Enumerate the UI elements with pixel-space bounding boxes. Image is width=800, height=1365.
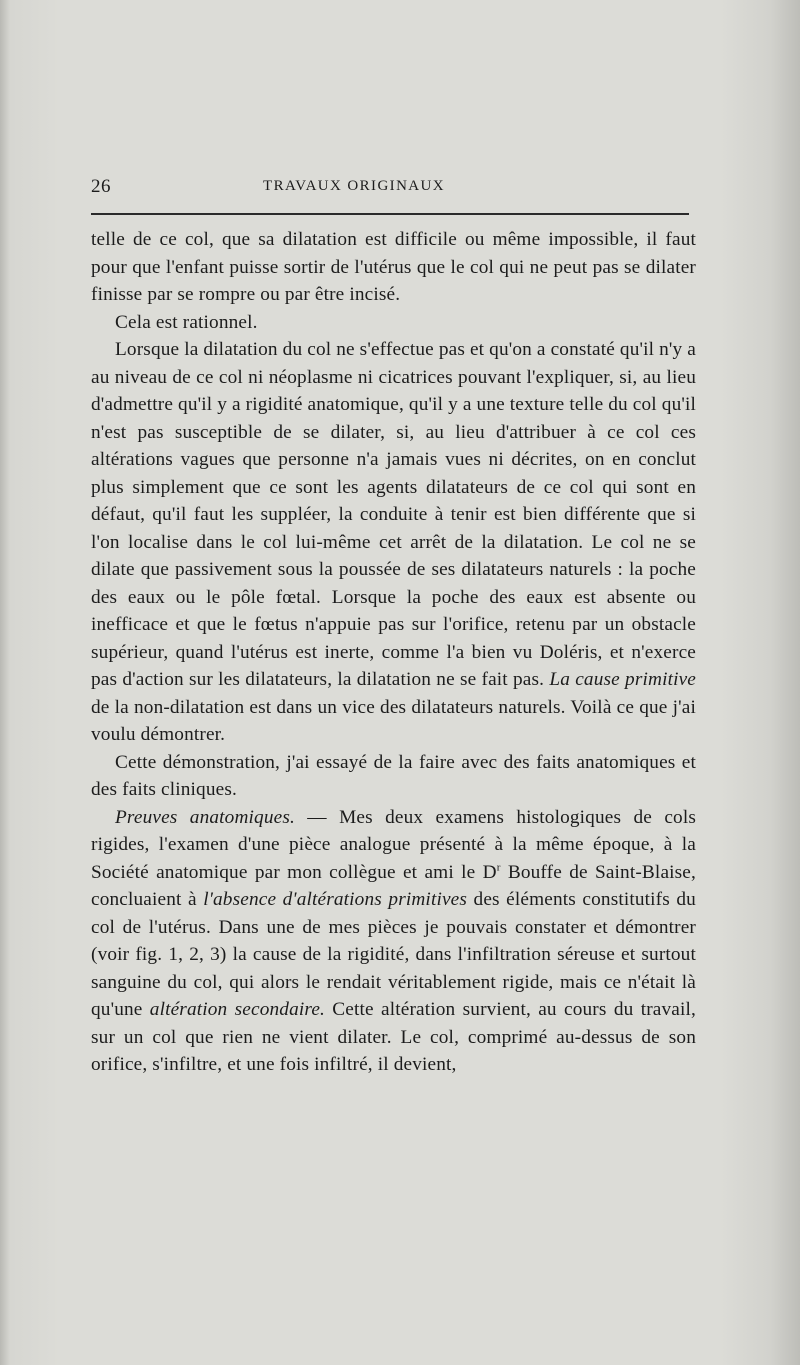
paragraph-5-heading: Preuves anatomiques.	[115, 806, 295, 828]
header-rule	[91, 213, 689, 215]
paragraph-3	[91, 336, 696, 749]
paragraph-5-text-c: des éléments constitutifs du col de l'utérus. Dans une de mes pièces je pouvais constater et démontrer (voir fig. 1, 2, 3) la cause de la rigidité, dans l'infiltration séreuse et surtout sanguine du col, qui alors le rendait véritablement rigide, mais ce n'était là qu'une	[91, 889, 696, 1020]
header-title: TRAVAUX ORIGINAUX	[263, 178, 446, 194]
paragraph-5-text-a: — Mes deux examens histologiques de cols rigides, l'examen d'une pièce analogue présenté à la même époque, à la Société anatomique par mon collègue et ami le D	[91, 806, 696, 883]
paragraph-3-italic: La cause primitive	[549, 669, 697, 690]
body-text	[91, 226, 696, 1079]
paragraph-5-italic-2: l'absence d'altérations primitives	[203, 889, 468, 910]
paragraph-1: telle de ce col, que sa dilatation est difficile ou même impossible, il faut pour que l'enfant puisse sortir de l'utérus que le col qui ne peut pas se dilater finisse par se rompre ou par être incisé.	[91, 229, 696, 305]
paragraph-5-text-b: Bouffe de Saint-Blaise, concluaient à	[91, 861, 696, 910]
running-head	[91, 176, 691, 200]
paragraph-3-text-a: Lorsque la dilatation du col ne s'effectue pas et qu'on a constaté qu'il n'y a au niveau de ce col ni néoplasme ni cicatrices pouvant l'expliquer, si, au lieu d'admettre qu'il y a rigidité anatomique, qu'il y a une texture telle du col qu'il n'est pas susceptible de se dilater, si, au lieu d'attribuer à ce col ces altérations vagues que personne n'a jamais vues ni décrites, on en conclut plus simplement que ce sont les agents dilatateurs de ce col qui sont en défaut, qu'il faut les suppléer, la conduite à tenir est bien différente que si l'on localise dans le col lui-même cet arrêt de la dilatation. Le col ne se dilate que passivement sous la poussée de ses dilatateurs naturels : la poche des eaux ou le pôle fœtal. Lorsque la poche des eaux est absente ou inefficace et que le fœtus n'appuie pas sur l'orifice, retenu par un obstacle supérieur, quand l'utérus est inerte, comme l'a bien vu Doléris, et n'exerce pas d'action sur les dilatateurs, la dilatation ne se fait pas.	[91, 339, 697, 690]
paragraph-4: Cette démonstration, j'ai essayé de la faire avec des faits anatomiques et des faits cliniques.	[91, 751, 696, 800]
paragraph-5	[91, 804, 696, 1079]
paragraph-3-text-b: de la non-dilatation est dans un vice des dilatateurs naturels. Voilà ce que j'ai voulu démontrer.	[91, 696, 696, 745]
page-number: 26	[91, 176, 111, 197]
paragraph-2: Cela est rationnel.	[115, 311, 258, 333]
paragraph-5-text-d: Cette altération survient, au cours du travail, sur un col que rien ne vient dilater. Le col, comprimé au-dessus de son orifice, s'infiltre, et une fois infiltré, il devient,	[91, 999, 696, 1075]
paragraph-5-italic-3: altération secondaire.	[149, 999, 325, 1020]
paragraph-5-superscript: r	[496, 861, 501, 874]
